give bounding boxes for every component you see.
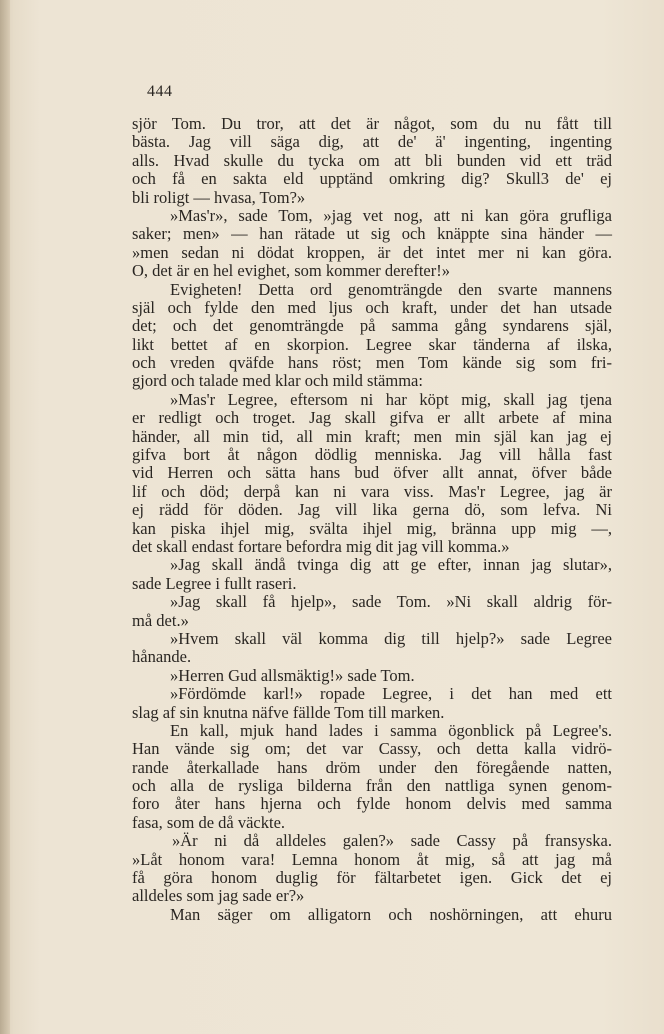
text-line: lif och död; derpå kan ni vara viss. Mas'r Legree, jag är: [132, 481, 612, 501]
text-line: hånande.: [132, 647, 192, 667]
text-line: »Hvem skall väl komma dig till hjelp?» sade Legree: [170, 628, 612, 648]
text-line: En kall, mjuk hand lades i samma ögonblick på Legree's.: [170, 720, 612, 740]
text-line: »Mas'r», sade Tom, »jag vet nog, att ni kan göra grufliga: [170, 205, 612, 225]
text-line: »Herren Gud allsmäktig!» sade Tom.: [170, 665, 415, 685]
text-line: och vreden qväfde hans röst; men Tom kände sig som fri-: [132, 353, 612, 373]
text-line: er redligt och troget. Jag skall gifva er allt arbete af mina: [132, 408, 612, 428]
text-line: gjord och talade med klar och mild stämma:: [132, 371, 423, 391]
text-line: Han vände sig om; det var Cassy, och detta kalla vidrö-: [132, 739, 612, 759]
text-line: händer, all min tid, all min kraft; men min själ kan jag ej: [132, 426, 612, 446]
text-line: O, det är en hel evighet, som kommer derefter!»: [132, 261, 450, 281]
text-line: »men sedan ni dödat kroppen, är det intet mer ni kan göra.: [132, 242, 612, 262]
text-line: få göra honom duglig för fältarbetet igen. Gick det ej: [132, 868, 612, 888]
text-line: foro åter hans hjerna och fylde honom delvis med samma: [132, 794, 612, 814]
text-line: och få en sakta eld upptänd omkring dig? Skull3 de' ej: [132, 169, 612, 189]
text-line: må det.»: [132, 610, 189, 630]
text-line: sjör Tom. Du tror, att det är något, som du nu fått till: [132, 114, 612, 133]
text-line: alls. Hvad skulle du tycka om att bli bunden vid ett träd: [132, 150, 612, 170]
text-line: likt bettet af en skorpion. Legree skar tänderna af ilska,: [132, 334, 612, 354]
page-gutter: [0, 0, 10, 1034]
text-line: »Är ni då alldeles galen?» sade Cassy på fransyska.: [172, 831, 612, 851]
text-line: kan piska ihjel mig, svälta ihjel mig, bränna upp mig —,: [132, 518, 612, 538]
text-line: Evigheten! Detta ord genomträngde den svarte mannens: [170, 279, 612, 299]
text-line: och alla de rysliga bilderna från den nattliga synen genom-: [132, 776, 612, 796]
text-line: bästa. Jag vill säga dig, att de' ä' ingenting, ingenting: [132, 132, 612, 152]
text-line: ej rädd för döden. Jag vill lika gerna dö, som lefva. Ni: [132, 500, 612, 520]
text-line: själ och fylde den med ljus och kraft, under det han utsade: [132, 297, 612, 317]
text-line: gifva bort åt någon dödlig menniska. Jag vill hålla fast: [132, 445, 612, 465]
text-line: vid Herren och sätta hans bud öfver allt annat, öfver både: [132, 463, 612, 483]
text-line: sade Legree i fullt raseri.: [132, 573, 297, 593]
body-text: [132, 115, 612, 924]
text-line: alldeles som jag sade er?»: [132, 886, 305, 906]
text-line: bli roligt — hvasa, Tom?»: [132, 187, 306, 207]
text-line: fasa, som de då väckte.: [132, 812, 286, 832]
text-line: det skall endast fortare befordra mig dit jag vill komma.»: [132, 536, 510, 556]
text-line: »Jag skall få hjelp», sade Tom. »Ni skall aldrig för-: [170, 592, 612, 612]
page-number: 444: [147, 83, 173, 100]
text-line: »Fördömde karl!» ropade Legree, i det han med ett: [170, 684, 612, 704]
text-line: »Jag skall ändå tvinga dig att ge efter, innan jag slutar»,: [170, 555, 612, 575]
text-line: Man säger om alligatorn och noshörningen, att ehuru: [170, 904, 612, 924]
text-line: saker; men» — han rätade ut sig och knäppte sina händer —: [132, 224, 612, 244]
text-line: det; och det genomträngde på samma gång syndarens själ,: [132, 316, 612, 336]
text-line: rande återkallade hans dröm under den föregående natten,: [132, 757, 612, 777]
text-line: »Låt honom vara! Lemna honom åt mig, så att jag må: [132, 849, 612, 869]
text-line: »Mas'r Legree, eftersom ni har köpt mig, skall jag tjena: [170, 389, 612, 409]
text-line: slag af sin knutna näfve fällde Tom till marken.: [132, 702, 445, 722]
